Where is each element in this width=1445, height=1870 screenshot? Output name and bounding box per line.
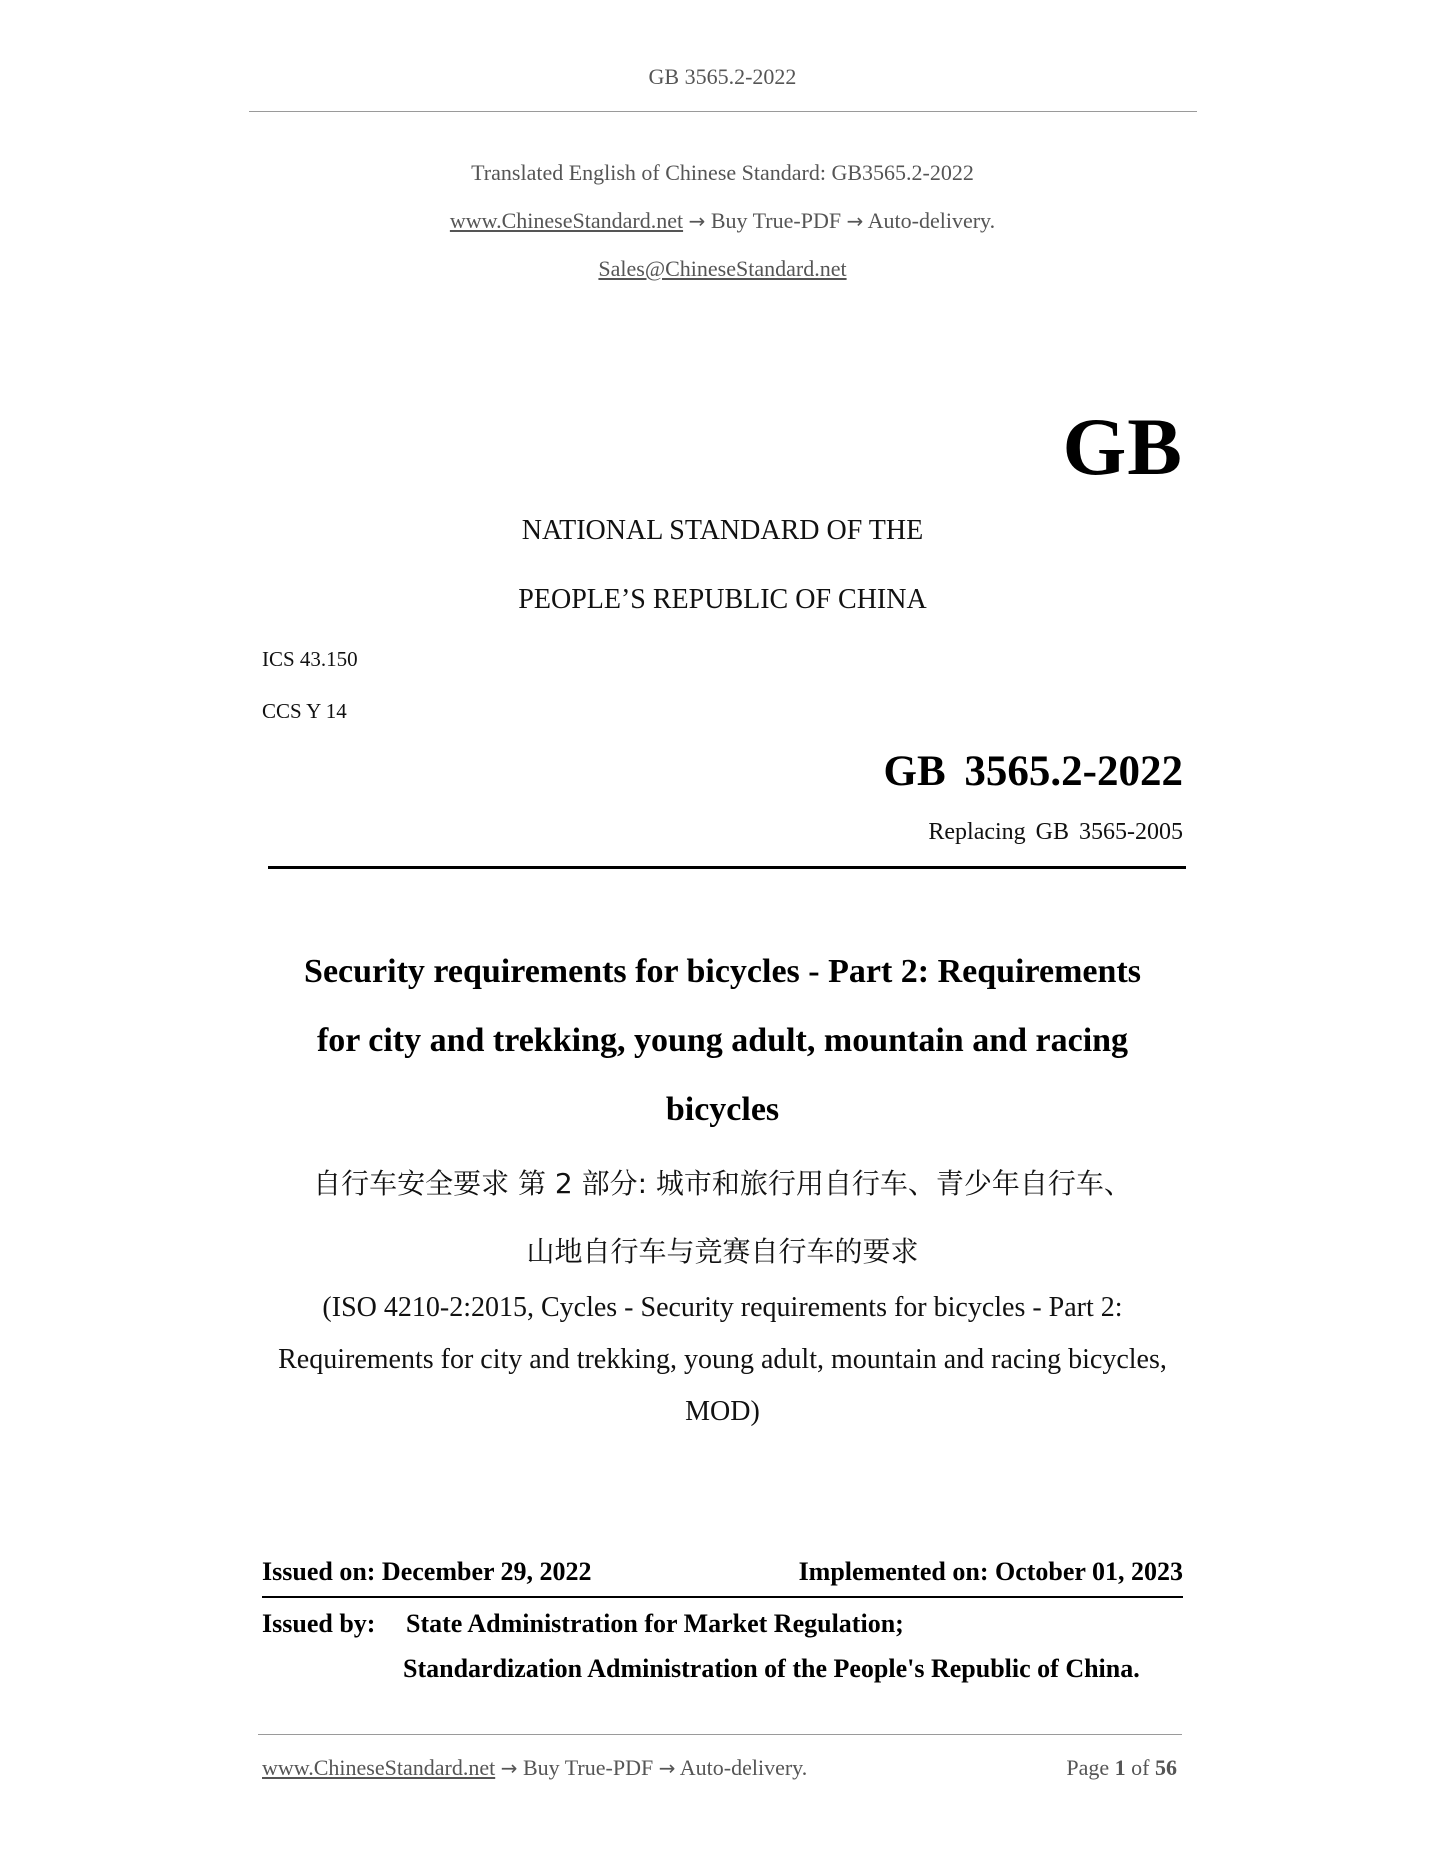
chinese-title-line-1: 自行车安全要求 第 2 部分: 城市和旅行用自行车、青少年自行车、 [313,1167,1132,1200]
gb-logo: GB [1062,401,1183,492]
english-title-line-1: Security requirements for bicycles - Part 2: Requirements [304,953,1141,990]
footer-buy-true-pdf-text: Buy True-PDF [522,1755,654,1780]
header-divider [249,111,1197,112]
translated-notice: Translated English of Chinese Standard: GB3565.2-2022 [471,160,974,185]
issuer-line-2: Standardization Administration of the People's Republic of China. [403,1654,1140,1683]
footer-divider [258,1734,1182,1735]
national-standard-line-2: PEOPLE’S REPUBLIC OF CHINA [518,584,927,615]
arrow-right-icon: → [658,1756,676,1780]
national-standard-line-1: NATIONAL STANDARD OF THE [521,515,924,546]
english-title-line-2: for city and trekking, young adult, mountain and racing [316,1022,1129,1059]
footer-auto-delivery-text: Auto-delivery. [679,1755,808,1780]
iso-reference-line-3: MOD) [685,1396,760,1427]
issue-divider [262,1596,1183,1598]
implemented-on-date: Implemented on: October 01, 2023 [798,1557,1183,1586]
promo-links-line [0,208,1445,234]
issued-on-date: Issued on: December 29, 2022 [262,1557,592,1586]
running-header-title: GB 3565.2-2022 [648,64,797,89]
sales-email-link[interactable]: Sales@ChineseStandard.net [598,256,847,281]
footer-website-link[interactable]: www.ChineseStandard.net [262,1755,496,1780]
arrow-right-icon: → [500,1756,518,1780]
replacing-standard: Replacing GB 3565-2005 [928,819,1183,845]
issuer-line-1: State Administration for Market Regulation; [406,1609,904,1638]
issued-by-label: Issued by: [262,1609,376,1638]
page-label: Page [1066,1755,1110,1780]
auto-delivery-text: Auto-delivery. [867,208,996,233]
title-divider [268,866,1186,869]
arrow-right-icon: → [846,209,864,233]
buy-true-pdf-text: Buy True-PDF [710,208,842,233]
page-number: 1 [1114,1755,1126,1780]
iso-reference-line-1: (ISO 4210-2:2015, Cycles - Security requirements for bicycles - Part 2: [322,1292,1123,1323]
page-total: 56 [1155,1755,1177,1780]
sales-email-line [0,256,1445,282]
iso-reference-line-2: Requirements for city and trekking, young adult, mountain and racing bicycles, [278,1344,1167,1375]
english-title-line-3: bicycles [665,1091,780,1128]
page-indicator [1066,1755,1177,1781]
ics-code: ICS 43.150 [262,647,358,671]
standard-number: GB 3565.2-2022 [883,748,1183,795]
chinese-title-line-2: 山地自行车与竞赛自行车的要求 [526,1235,919,1268]
arrow-right-icon: → [688,209,706,233]
ccs-code: CCS Y 14 [262,699,347,723]
footer-links [262,1755,807,1781]
website-link[interactable]: www.ChineseStandard.net [449,208,684,233]
of-label: of [1131,1755,1150,1780]
